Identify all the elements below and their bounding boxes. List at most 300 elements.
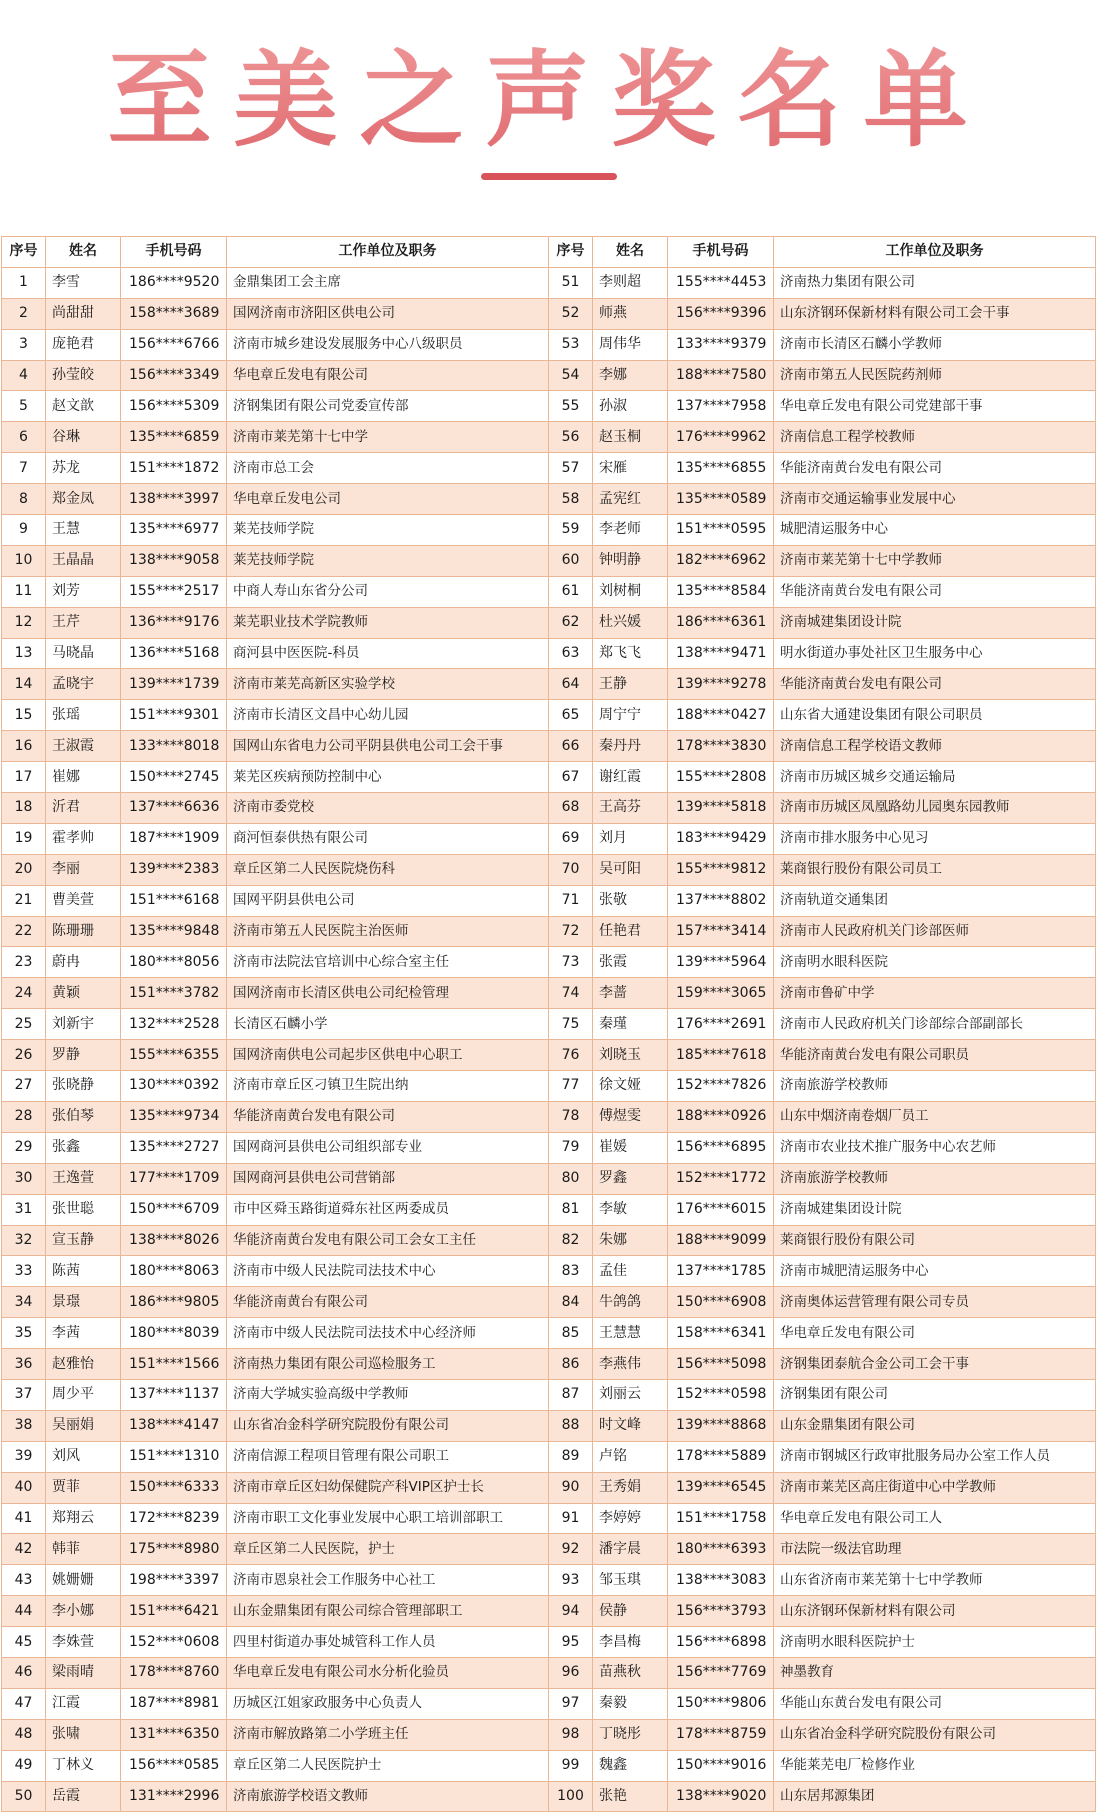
table-row	[2, 1132, 1096, 1163]
table-row	[2, 1719, 1096, 1750]
cell-unit: 济南大学城实验高级中学教师	[227, 1379, 549, 1410]
header-phone: 手机号码	[121, 237, 227, 268]
cell-name: 宋雁	[593, 453, 668, 484]
cell-name: 李雪	[46, 267, 121, 298]
cell-seq: 83	[549, 1256, 593, 1287]
table-row	[2, 1318, 1096, 1349]
cell-seq: 60	[549, 545, 593, 576]
table-row	[2, 1163, 1096, 1194]
cell-phone: 136****9176	[121, 607, 227, 638]
cell-phone: 139****9278	[668, 669, 774, 700]
cell-name: 张啸	[46, 1719, 121, 1750]
cell-phone: 176****6015	[668, 1194, 774, 1225]
cell-seq: 22	[2, 916, 46, 947]
cell-phone: 138****9058	[121, 545, 227, 576]
cell-unit: 华电章丘发电有限公司工人	[774, 1503, 1096, 1534]
cell-seq: 93	[549, 1565, 593, 1596]
cell-phone: 186****6361	[668, 607, 774, 638]
cell-unit: 莱芜技师学院	[227, 545, 549, 576]
cell-name: 李蔷	[593, 978, 668, 1009]
cell-name: 张世聪	[46, 1194, 121, 1225]
cell-phone: 151****6421	[121, 1596, 227, 1627]
cell-seq: 3	[2, 329, 46, 360]
cell-phone: 135****9734	[121, 1101, 227, 1132]
cell-unit: 商河恒泰供热有限公司	[227, 823, 549, 854]
page-title: 至美之声奖名单	[0, 40, 1097, 160]
cell-seq: 48	[2, 1719, 46, 1750]
cell-phone: 155****4453	[668, 267, 774, 298]
table-row	[2, 391, 1096, 422]
cell-phone: 188****9099	[668, 1225, 774, 1256]
cell-name: 韩菲	[46, 1534, 121, 1565]
cell-seq: 17	[2, 762, 46, 793]
cell-seq: 92	[549, 1534, 593, 1565]
cell-name: 王高芬	[593, 793, 668, 824]
cell-unit: 华能济南黄台发电有限公司	[774, 453, 1096, 484]
cell-name: 刘月	[593, 823, 668, 854]
table-row	[2, 329, 1096, 360]
cell-seq: 94	[549, 1596, 593, 1627]
cell-seq: 51	[549, 267, 593, 298]
cell-unit: 莱商银行股份有限公司员工	[774, 854, 1096, 885]
cell-name: 王晶晶	[46, 545, 121, 576]
cell-phone: 130****0392	[121, 1071, 227, 1102]
table-row	[2, 1349, 1096, 1380]
cell-seq: 82	[549, 1225, 593, 1256]
cell-name: 苗燕秋	[593, 1657, 668, 1688]
cell-unit: 济南信息工程学校教师	[774, 422, 1096, 453]
cell-name: 孟宪红	[593, 484, 668, 515]
cell-name: 张瑶	[46, 700, 121, 731]
cell-phone: 156****5309	[121, 391, 227, 422]
cell-seq: 30	[2, 1163, 46, 1194]
cell-unit: 山东济钢环保新材料有限公司	[774, 1596, 1096, 1627]
cell-seq: 11	[2, 576, 46, 607]
table-row	[2, 1225, 1096, 1256]
table-row	[2, 669, 1096, 700]
cell-seq: 52	[549, 298, 593, 329]
cell-seq: 9	[2, 515, 46, 546]
cell-seq: 38	[2, 1410, 46, 1441]
cell-seq: 50	[2, 1781, 46, 1812]
cell-phone: 156****5098	[668, 1349, 774, 1380]
cell-seq: 75	[549, 1009, 593, 1040]
cell-unit: 华电章丘发电有限公司水分析化验员	[227, 1657, 549, 1688]
cell-unit: 明水街道办事处社区卫生服务中心	[774, 638, 1096, 669]
cell-seq: 34	[2, 1287, 46, 1318]
cell-name: 黄颖	[46, 978, 121, 1009]
cell-unit: 长清区石麟小学	[227, 1009, 549, 1040]
cell-name: 杜兴媛	[593, 607, 668, 638]
table-row	[2, 1441, 1096, 1472]
cell-seq: 35	[2, 1318, 46, 1349]
cell-unit: 中商人寿山东省分公司	[227, 576, 549, 607]
cell-seq: 74	[549, 978, 593, 1009]
table-row	[2, 978, 1096, 1009]
cell-unit: 城肥清运服务中心	[774, 515, 1096, 546]
cell-phone: 139****2383	[121, 854, 227, 885]
cell-phone: 155****2517	[121, 576, 227, 607]
cell-name: 霍孝帅	[46, 823, 121, 854]
cell-unit: 国网济南市济阳区供电公司	[227, 298, 549, 329]
cell-phone: 150****9016	[668, 1750, 774, 1781]
cell-unit: 华电章丘发电有限公司	[774, 1318, 1096, 1349]
cell-name: 赵玉桐	[593, 422, 668, 453]
cell-phone: 135****2727	[121, 1132, 227, 1163]
cell-name: 丁林义	[46, 1750, 121, 1781]
cell-name: 江霞	[46, 1688, 121, 1719]
cell-phone: 150****6709	[121, 1194, 227, 1225]
cell-unit: 华电章丘发电有限公司党建部干事	[774, 391, 1096, 422]
table-row	[2, 1503, 1096, 1534]
cell-unit: 济南市恩泉社会工作服务中心社工	[227, 1565, 549, 1596]
table-row	[2, 638, 1096, 669]
cell-name: 牛鸽鸽	[593, 1287, 668, 1318]
cell-name: 郑飞飞	[593, 638, 668, 669]
cell-name: 陈珊珊	[46, 916, 121, 947]
cell-seq: 71	[549, 885, 593, 916]
cell-phone: 137****7958	[668, 391, 774, 422]
cell-name: 丁晓彤	[593, 1719, 668, 1750]
cell-name: 景璟	[46, 1287, 121, 1318]
cell-name: 朱娜	[593, 1225, 668, 1256]
cell-seq: 98	[549, 1719, 593, 1750]
cell-unit: 济南市人民政府机关门诊部综合部副部长	[774, 1009, 1096, 1040]
cell-phone: 135****9848	[121, 916, 227, 947]
cell-phone: 183****9429	[668, 823, 774, 854]
cell-name: 李娜	[593, 360, 668, 391]
cell-unit: 神墨教育	[774, 1657, 1096, 1688]
cell-phone: 156****6895	[668, 1132, 774, 1163]
cell-name: 郑金凤	[46, 484, 121, 515]
cell-name: 潘字晨	[593, 1534, 668, 1565]
cell-seq: 36	[2, 1349, 46, 1380]
cell-name: 刘芳	[46, 576, 121, 607]
cell-unit: 济南市历城区凤凰路幼儿园奥东园教师	[774, 793, 1096, 824]
cell-phone: 155****6355	[121, 1040, 227, 1071]
cell-name: 刘丽云	[593, 1379, 668, 1410]
cell-phone: 156****3793	[668, 1596, 774, 1627]
header-unit: 工作单位及职务	[227, 237, 549, 268]
cell-seq: 64	[549, 669, 593, 700]
table-row	[2, 422, 1096, 453]
cell-phone: 151****6168	[121, 885, 227, 916]
cell-seq: 40	[2, 1472, 46, 1503]
page-header	[0, 0, 1097, 236]
table-row	[2, 1040, 1096, 1071]
cell-unit: 济南信息工程学校语文教师	[774, 731, 1096, 762]
cell-seq: 88	[549, 1410, 593, 1441]
cell-name: 罗鑫	[593, 1163, 668, 1194]
cell-phone: 172****8239	[121, 1503, 227, 1534]
cell-phone: 178****8760	[121, 1657, 227, 1688]
cell-name: 曹美萱	[46, 885, 121, 916]
cell-phone: 152****0598	[668, 1379, 774, 1410]
cell-phone: 135****6859	[121, 422, 227, 453]
cell-name: 任艳君	[593, 916, 668, 947]
cell-seq: 72	[549, 916, 593, 947]
table-row	[2, 1688, 1096, 1719]
cell-unit: 华电章丘发电有限公司	[227, 360, 549, 391]
cell-phone: 150****2745	[121, 762, 227, 793]
cell-unit: 济南市排水服务中心见习	[774, 823, 1096, 854]
table-row	[2, 854, 1096, 885]
cell-unit: 金鼎集团工会主席	[227, 267, 549, 298]
cell-seq: 87	[549, 1379, 593, 1410]
cell-name: 刘晓玉	[593, 1040, 668, 1071]
cell-phone: 138****4147	[121, 1410, 227, 1441]
cell-seq: 89	[549, 1441, 593, 1472]
cell-unit: 济南信源工程项目管理有限公司职工	[227, 1441, 549, 1472]
table-row	[2, 762, 1096, 793]
cell-name: 沂君	[46, 793, 121, 824]
cell-name: 时文峰	[593, 1410, 668, 1441]
cell-name: 李老师	[593, 515, 668, 546]
cell-unit: 山东省大通建设集团有限公司职员	[774, 700, 1096, 731]
cell-unit: 华能济南黄台发电有限公司职员	[774, 1040, 1096, 1071]
cell-seq: 73	[549, 947, 593, 978]
cell-unit: 济南市交通运输事业发展中心	[774, 484, 1096, 515]
cell-unit: 济钢集团泰航合金公司工会干事	[774, 1349, 1096, 1380]
cell-name: 李茜	[46, 1318, 121, 1349]
cell-seq: 43	[2, 1565, 46, 1596]
cell-unit: 济南市历城区城乡交通运输局	[774, 762, 1096, 793]
cell-unit: 济南市总工会	[227, 453, 549, 484]
cell-name: 庞艳君	[46, 329, 121, 360]
cell-name: 魏鑫	[593, 1750, 668, 1781]
cell-unit: 莱芜技师学院	[227, 515, 549, 546]
cell-phone: 151****0595	[668, 515, 774, 546]
cell-unit: 济南市莱芜第十七中学	[227, 422, 549, 453]
table-row	[2, 576, 1096, 607]
cell-seq: 61	[549, 576, 593, 607]
cell-seq: 45	[2, 1627, 46, 1658]
cell-name: 尚甜甜	[46, 298, 121, 329]
cell-phone: 185****7618	[668, 1040, 774, 1071]
cell-seq: 21	[2, 885, 46, 916]
cell-seq: 68	[549, 793, 593, 824]
cell-unit: 济钢集团有限公司党委宣传部	[227, 391, 549, 422]
cell-unit: 济南市农业技术推广服务中心农艺师	[774, 1132, 1096, 1163]
cell-name: 李敏	[593, 1194, 668, 1225]
table-row	[2, 1596, 1096, 1627]
header-name: 姓名	[46, 237, 121, 268]
cell-unit: 济南市莱芜区高庄街道中心中学教师	[774, 1472, 1096, 1503]
cell-name: 罗静	[46, 1040, 121, 1071]
cell-phone: 138****3083	[668, 1565, 774, 1596]
cell-name: 卢铭	[593, 1441, 668, 1472]
cell-name: 刘新宇	[46, 1009, 121, 1040]
cell-unit: 山东省济南市莱芜第十七中学教师	[774, 1565, 1096, 1596]
cell-seq: 7	[2, 453, 46, 484]
cell-name: 秦毅	[593, 1688, 668, 1719]
table-row	[2, 298, 1096, 329]
cell-seq: 78	[549, 1101, 593, 1132]
cell-name: 梁雨晴	[46, 1657, 121, 1688]
cell-unit: 华能济南黄台发电有限公司工会女工主任	[227, 1225, 549, 1256]
cell-unit: 济南市莱芜高新区实验学校	[227, 669, 549, 700]
cell-phone: 151****9301	[121, 700, 227, 731]
cell-seq: 80	[549, 1163, 593, 1194]
cell-name: 张霞	[593, 947, 668, 978]
table-row	[2, 484, 1096, 515]
cell-unit: 市法院一级法官助理	[774, 1534, 1096, 1565]
table-body	[2, 267, 1096, 1812]
cell-seq: 25	[2, 1009, 46, 1040]
table-row	[2, 453, 1096, 484]
cell-seq: 49	[2, 1750, 46, 1781]
cell-seq: 55	[549, 391, 593, 422]
cell-name: 吴可阳	[593, 854, 668, 885]
cell-phone: 151****1872	[121, 453, 227, 484]
header-name: 姓名	[593, 237, 668, 268]
table-row	[2, 1009, 1096, 1040]
cell-unit: 山东居邦源集团	[774, 1781, 1096, 1812]
cell-unit: 济南市中级人民法院司法技术中心经济师	[227, 1318, 549, 1349]
award-list-table-wrap	[1, 236, 1096, 1812]
cell-name: 李姝萱	[46, 1627, 121, 1658]
table-row	[2, 1657, 1096, 1688]
cell-name: 秦瑾	[593, 1009, 668, 1040]
cell-seq: 62	[549, 607, 593, 638]
cell-phone: 198****3397	[121, 1565, 227, 1596]
cell-seq: 29	[2, 1132, 46, 1163]
cell-seq: 42	[2, 1534, 46, 1565]
cell-name: 姚姗姗	[46, 1565, 121, 1596]
cell-phone: 177****1709	[121, 1163, 227, 1194]
cell-name: 郑翔云	[46, 1503, 121, 1534]
cell-seq: 66	[549, 731, 593, 762]
cell-seq: 100	[549, 1781, 593, 1812]
cell-phone: 131****6350	[121, 1719, 227, 1750]
cell-unit: 济南市城乡建设发展服务中心八级职员	[227, 329, 549, 360]
cell-phone: 176****9962	[668, 422, 774, 453]
cell-seq: 27	[2, 1071, 46, 1102]
cell-seq: 69	[549, 823, 593, 854]
table-row	[2, 700, 1096, 731]
cell-unit: 历城区江姐家政服务中心负责人	[227, 1688, 549, 1719]
cell-unit: 济南市长清区文昌中心幼儿园	[227, 700, 549, 731]
cell-name: 岳霞	[46, 1781, 121, 1812]
cell-unit: 莱芜职业技术学院教师	[227, 607, 549, 638]
cell-phone: 151****1758	[668, 1503, 774, 1534]
cell-phone: 152****7826	[668, 1071, 774, 1102]
table-row	[2, 1101, 1096, 1132]
table-row	[2, 1410, 1096, 1441]
header-seq: 序号	[2, 237, 46, 268]
cell-phone: 188****0427	[668, 700, 774, 731]
cell-phone: 137****1137	[121, 1379, 227, 1410]
cell-phone: 135****0589	[668, 484, 774, 515]
cell-phone: 187****8981	[121, 1688, 227, 1719]
cell-phone: 138****3997	[121, 484, 227, 515]
cell-name: 蔚冉	[46, 947, 121, 978]
cell-name: 周伟华	[593, 329, 668, 360]
cell-phone: 180****8039	[121, 1318, 227, 1349]
cell-unit: 济南市职工文化事业发展中心职工培训部职工	[227, 1503, 549, 1534]
cell-phone: 138****8026	[121, 1225, 227, 1256]
cell-seq: 97	[549, 1688, 593, 1719]
cell-unit: 济南市章丘区刁镇卫生院出纳	[227, 1071, 549, 1102]
cell-name: 侯静	[593, 1596, 668, 1627]
cell-phone: 188****0926	[668, 1101, 774, 1132]
cell-seq: 26	[2, 1040, 46, 1071]
cell-phone: 136****5168	[121, 638, 227, 669]
cell-phone: 139****5818	[668, 793, 774, 824]
cell-seq: 53	[549, 329, 593, 360]
cell-unit: 国网山东省电力公司平阴县供电公司工会干事	[227, 731, 549, 762]
cell-phone: 151****3782	[121, 978, 227, 1009]
cell-name: 孟佳	[593, 1256, 668, 1287]
table-row	[2, 515, 1096, 546]
cell-seq: 76	[549, 1040, 593, 1071]
cell-phone: 132****2528	[121, 1009, 227, 1040]
cell-unit: 济南轨道交通集团	[774, 885, 1096, 916]
cell-unit: 山东金鼎集团有限公司	[774, 1410, 1096, 1441]
cell-name: 师燕	[593, 298, 668, 329]
table-row	[2, 607, 1096, 638]
cell-phone: 150****9806	[668, 1688, 774, 1719]
cell-name: 王静	[593, 669, 668, 700]
cell-phone: 156****7769	[668, 1657, 774, 1688]
cell-unit: 山东中烟济南卷烟厂员工	[774, 1101, 1096, 1132]
cell-unit: 山东济钢环保新材料有限公司工会干事	[774, 298, 1096, 329]
cell-unit: 济南热力集团有限公司	[774, 267, 1096, 298]
cell-seq: 14	[2, 669, 46, 700]
cell-seq: 57	[549, 453, 593, 484]
cell-seq: 46	[2, 1657, 46, 1688]
cell-seq: 58	[549, 484, 593, 515]
cell-unit: 济南市中级人民法院司法技术中心	[227, 1256, 549, 1287]
cell-phone: 138****9471	[668, 638, 774, 669]
cell-phone: 178****5889	[668, 1441, 774, 1472]
cell-unit: 济南旅游学校教师	[774, 1071, 1096, 1102]
table-row	[2, 793, 1096, 824]
cell-unit: 华能济南黄台发电有限公司	[227, 1101, 549, 1132]
cell-phone: 175****8980	[121, 1534, 227, 1565]
cell-unit: 章丘区第二人民医院护士	[227, 1750, 549, 1781]
cell-unit: 国网济南市长清区供电公司纪检管理	[227, 978, 549, 1009]
cell-seq: 12	[2, 607, 46, 638]
cell-unit: 济钢集团有限公司	[774, 1379, 1096, 1410]
cell-unit: 华能济南黄台发电有限公司	[774, 669, 1096, 700]
cell-phone: 186****9805	[121, 1287, 227, 1318]
cell-phone: 176****2691	[668, 1009, 774, 1040]
cell-seq: 15	[2, 700, 46, 731]
cell-seq: 70	[549, 854, 593, 885]
cell-unit: 市中区舜玉路街道舜东社区两委成员	[227, 1194, 549, 1225]
cell-unit: 国网商河县供电公司组织部专业	[227, 1132, 549, 1163]
table-row	[2, 1781, 1096, 1812]
cell-unit: 华电章丘发电公司	[227, 484, 549, 515]
cell-name: 王秀娟	[593, 1472, 668, 1503]
cell-unit: 济南旅游学校教师	[774, 1163, 1096, 1194]
cell-name: 王慧	[46, 515, 121, 546]
cell-unit: 四里村街道办事处城管科工作人员	[227, 1627, 549, 1658]
table-row	[2, 1256, 1096, 1287]
cell-phone: 150****6908	[668, 1287, 774, 1318]
cell-name: 李丽	[46, 854, 121, 885]
cell-unit: 华能莱芜电厂检修作业	[774, 1750, 1096, 1781]
cell-unit: 莱商银行股份有限公司	[774, 1225, 1096, 1256]
table-row	[2, 1071, 1096, 1102]
cell-seq: 41	[2, 1503, 46, 1534]
table-row	[2, 731, 1096, 762]
cell-seq: 54	[549, 360, 593, 391]
cell-seq: 86	[549, 1349, 593, 1380]
cell-seq: 99	[549, 1750, 593, 1781]
cell-phone: 139****1739	[121, 669, 227, 700]
